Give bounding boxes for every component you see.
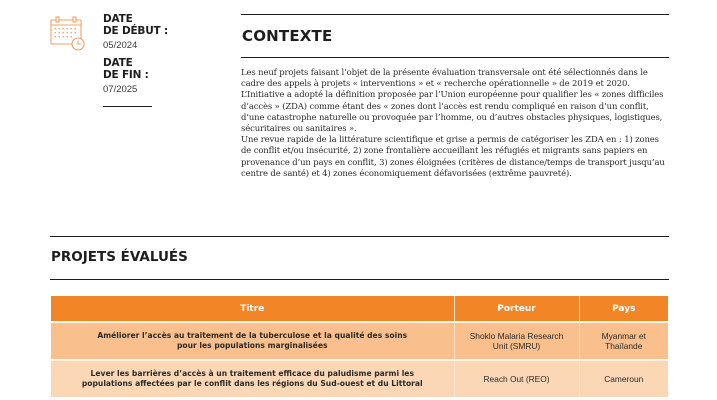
context-paragraph: Les neuf projets faisant l’objet de la présente évaluation transversale ont été sélectionnés dans le cadre des appels à projets « interventions » et « recherche opérationnelle » de 2019 et 2020. xyxy=(241,67,648,89)
context-bottom-rule xyxy=(241,57,669,58)
start-date-label xyxy=(103,13,173,37)
table-row xyxy=(51,322,668,360)
cell-titre xyxy=(51,322,454,360)
end-date-label-line1: DATE xyxy=(103,57,133,69)
end-date-label-line2: DE FIN : xyxy=(103,69,149,81)
column-header-pays: Pays xyxy=(579,296,668,322)
projects-heading: PROJETS ÉVALUÉS xyxy=(51,249,188,265)
end-date-label xyxy=(103,57,173,81)
context-body xyxy=(241,67,669,179)
end-date-block xyxy=(103,57,173,96)
cell-porteur-line: Shoklo Malaria Research xyxy=(469,331,564,341)
projects-table xyxy=(51,296,668,397)
cell-pays-line: Cameroun xyxy=(604,374,644,384)
start-date-label-line2: DE DÉBUT : xyxy=(103,25,168,37)
calendar-clock-icon xyxy=(50,15,86,51)
cell-pays xyxy=(579,360,668,397)
projects-section xyxy=(50,236,669,280)
cell-titre-line: populations affectées par le conflit dans les régions du Sud-ouest et du Littoral xyxy=(81,379,423,388)
context-paragraph: L’Initiative a adopté la définition proposée par l’Union européenne pour qualifier les « zones difficiles d’accès » (ZDA) comme étant des « zones dont l’accès est rendu compliqué en raison d’un conflit, d’une catastrophe naturelle ou provoquée par l’homme, ou d’autres obstacles physiques, logistiques, sécuritaires ou sanitaires ». xyxy=(241,89,664,134)
table-header-row xyxy=(51,296,668,322)
context-paragraph: Une revue rapide de la littérature scientifique et grise a permis de catégoriser les ZDA en : 1) zones de conflit et/ou insécurité, 2) zone frontalière accueillant les réfugiés et migrants sans papiers en provenance d’un pays en conflit, 3) zones éloignées (critères de distance/temps de transport jusqu’au centre de santé) et 4) zones économiquement défavorisées (extrême pauvreté). xyxy=(241,134,665,178)
column-header-porteur: Porteur xyxy=(454,296,579,322)
cell-porteur-line: Reach Out (REO) xyxy=(483,374,550,384)
cell-pays-line: Myanmar et xyxy=(601,331,646,341)
cell-porteur xyxy=(454,322,579,360)
table-row xyxy=(51,360,668,397)
dates-divider xyxy=(103,106,152,107)
context-section xyxy=(241,14,669,179)
start-date-label-line1: DATE xyxy=(103,13,133,25)
cell-titre-line: Lever les barrières d’accès à un traitement efficace du paludisme parmi les xyxy=(90,369,414,378)
cell-pays-line: Thaïlande xyxy=(605,341,643,351)
start-date-value: 05/2024 xyxy=(103,40,138,51)
context-top-rule xyxy=(241,14,669,15)
projects-top-rule xyxy=(50,236,669,237)
cell-pays xyxy=(579,322,668,360)
start-date-block xyxy=(103,13,173,52)
end-date-value: 07/2025 xyxy=(103,84,138,95)
project-dates xyxy=(103,13,173,107)
cell-titre-line: Améliorer l’accès au traitement de la tuberculose et la qualité des soins xyxy=(97,331,408,340)
column-header-titre: Titre xyxy=(51,296,454,322)
cell-titre xyxy=(51,360,454,397)
context-heading: CONTEXTE xyxy=(242,27,333,45)
cell-porteur xyxy=(454,360,579,397)
cell-porteur-line: Unit (SMRU) xyxy=(492,341,541,351)
projects-bottom-rule xyxy=(50,279,669,280)
cell-titre-line: pour les populations marginalisées xyxy=(176,341,328,350)
